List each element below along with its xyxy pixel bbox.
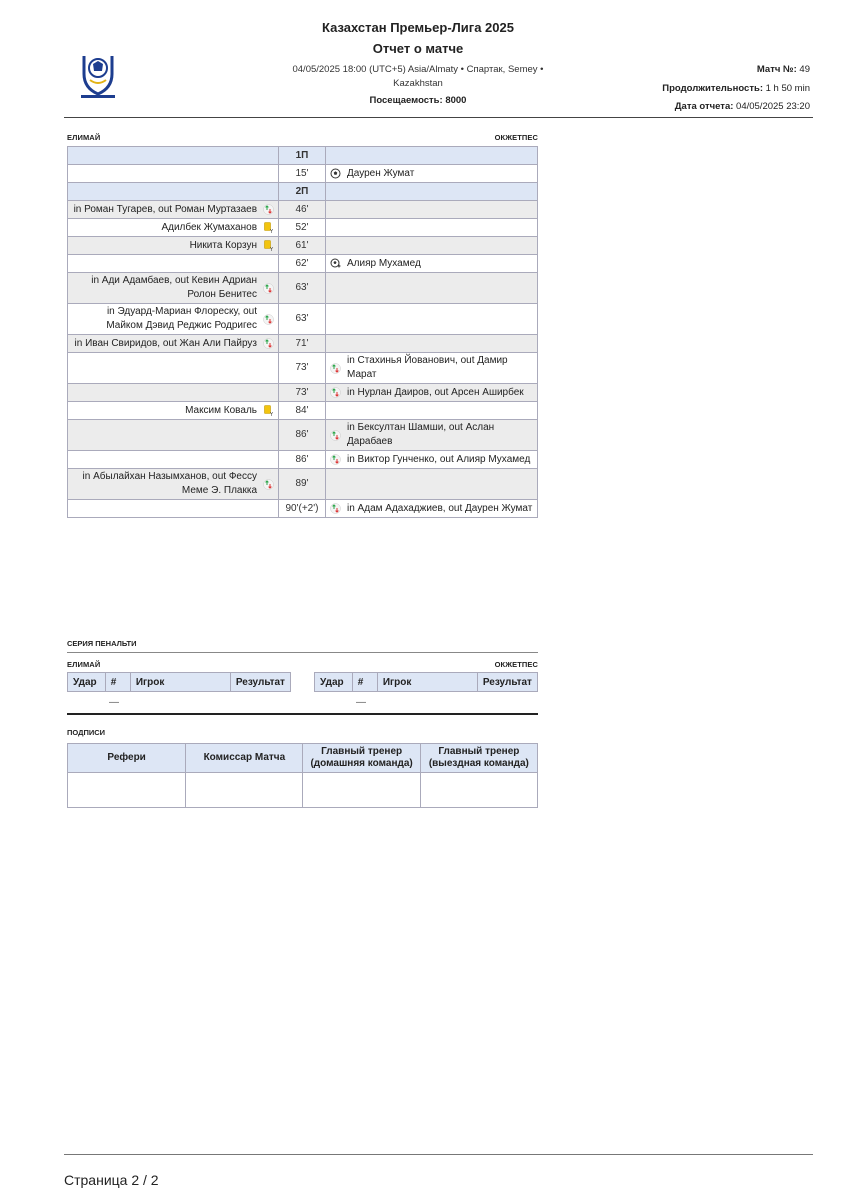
event-home-cell xyxy=(68,500,279,518)
signatures-title: ПОДПИСИ xyxy=(67,728,106,737)
penalties-away-table xyxy=(314,672,538,692)
event-home-cell xyxy=(68,353,279,384)
period-label: 1П xyxy=(279,147,326,165)
attendance-label: Посещаемость: xyxy=(369,95,443,106)
event-home-cell xyxy=(68,335,279,353)
substitution-icon xyxy=(263,479,274,490)
event-away-cell xyxy=(326,451,538,469)
event-row xyxy=(68,500,538,518)
event-home-cell xyxy=(68,255,279,273)
event-home-cell xyxy=(68,469,279,500)
col-commissioner: Комиссар Матча xyxy=(186,744,303,773)
event-home-cell xyxy=(68,402,279,420)
event-minute: 86' xyxy=(279,451,326,469)
event-minute: 63' xyxy=(279,304,326,335)
page-number: Страница 2 / 2 xyxy=(64,1172,159,1188)
report-date-label: Дата отчета: xyxy=(674,101,734,112)
col-referee: Рефери xyxy=(68,744,186,773)
event-description: Максим Коваль xyxy=(185,404,257,416)
yellow-card-icon xyxy=(263,222,274,233)
event-away-cell xyxy=(326,201,538,219)
event-minute: 90'(+2') xyxy=(279,500,326,518)
penalties-title: СЕРИЯ ПЕНАЛЬТИ xyxy=(67,639,137,648)
event-row xyxy=(68,335,538,353)
event-row xyxy=(68,237,538,255)
svg-text:Y: Y xyxy=(270,228,274,233)
col-kick: Удар xyxy=(315,673,353,692)
match-info-line-1: 04/05/2025 18:00 (UTC+5) Asia/Almaty • Спартак, Semey • xyxy=(292,64,544,75)
event-away-cell xyxy=(326,353,538,384)
event-away-cell xyxy=(326,384,538,402)
footer-divider xyxy=(64,1154,813,1155)
event-row xyxy=(68,402,538,420)
signatures-table xyxy=(67,743,538,808)
substitution-icon xyxy=(330,454,341,465)
match-number-label: Матч №: xyxy=(756,64,797,75)
event-minute: 46' xyxy=(279,201,326,219)
event-home-cell xyxy=(68,219,279,237)
event-away-cell xyxy=(326,273,538,304)
penalties-home-label: ЕЛИМАЙ xyxy=(67,660,101,669)
event-description: in Иван Свиридов, out Жан Али Пайруз xyxy=(74,337,257,349)
substitution-icon xyxy=(330,363,341,374)
col-away-coach: Главный тренер (выездная команда) xyxy=(420,744,537,773)
svg-text:Y: Y xyxy=(270,246,274,251)
event-home-cell xyxy=(68,451,279,469)
event-row xyxy=(68,273,538,304)
match-info xyxy=(268,63,568,91)
event-home-cell xyxy=(68,273,279,304)
event-description: in Ади Адамбаев, out Кевин Адриан Ролон Бенитес xyxy=(91,275,257,300)
col-number: # xyxy=(105,673,130,692)
goal-assist-icon xyxy=(330,258,341,269)
event-row xyxy=(68,384,538,402)
header-divider xyxy=(64,117,813,118)
match-number xyxy=(662,61,810,80)
attendance xyxy=(268,94,568,108)
home-coach-signature-cell xyxy=(303,773,420,808)
event-away-cell xyxy=(326,420,538,451)
event-home-cell xyxy=(68,384,279,402)
event-minute: 62' xyxy=(279,255,326,273)
duration-label: Продолжительность: xyxy=(662,82,763,94)
event-minute: 61' xyxy=(279,237,326,255)
league-logo xyxy=(76,52,120,100)
col-result: Результат xyxy=(230,673,290,692)
attendance-value: 8000 xyxy=(445,95,467,106)
event-row xyxy=(68,304,538,335)
event-description: Никита Корзун xyxy=(189,239,257,251)
home-team-label: ЕЛИМАЙ xyxy=(67,133,101,142)
event-row xyxy=(68,201,538,219)
event-description: in Стахинья Йованович, out Дамир Марат xyxy=(347,355,508,380)
table-header-row xyxy=(68,673,291,692)
event-away-cell xyxy=(326,237,538,255)
report-date xyxy=(662,98,810,117)
event-minute: 86' xyxy=(279,420,326,451)
col-home-coach: Главный тренер (домашняя команда) xyxy=(303,744,420,773)
event-away-cell xyxy=(326,469,538,500)
commissioner-signature-cell xyxy=(186,773,303,808)
match-meta xyxy=(662,61,810,117)
event-description: in Роман Тугарев, out Роман Муртазаев xyxy=(73,203,257,215)
yellow-card-icon xyxy=(263,405,274,416)
event-minute: 89' xyxy=(279,469,326,500)
substitution-icon xyxy=(263,314,274,325)
event-away-cell xyxy=(326,500,538,518)
event-description: in Адам Адахаджиев, out Даурен Жумат xyxy=(347,502,533,514)
event-minute: 73' xyxy=(279,384,326,402)
table-header-row xyxy=(315,673,538,692)
event-row xyxy=(68,255,538,273)
duration-value: 1 h 50 min xyxy=(765,82,810,94)
event-away-cell xyxy=(326,165,538,183)
event-minute: 73' xyxy=(279,353,326,384)
referee-signature-cell xyxy=(68,773,186,808)
substitution-icon xyxy=(330,503,341,514)
event-description: in Нурлан Даиров, out Арсен Аширбек xyxy=(347,386,524,398)
event-description: in Бексултан Шамши, out Аслан Дарабаев xyxy=(347,422,495,447)
substitution-icon xyxy=(263,338,274,349)
event-row xyxy=(68,451,538,469)
event-home-cell xyxy=(68,237,279,255)
event-home-cell xyxy=(68,165,279,183)
col-kick: Удар xyxy=(68,673,106,692)
event-description: Алияр Мухамед xyxy=(347,257,421,269)
event-away-cell xyxy=(326,304,538,335)
match-duration xyxy=(662,80,810,99)
events-body xyxy=(68,147,538,518)
report-date-value: 04/05/2025 23:20 xyxy=(736,101,810,112)
event-away-cell xyxy=(326,255,538,273)
yellow-card-icon xyxy=(263,240,274,251)
penalties-bottom-divider xyxy=(67,713,538,715)
penalties-away-empty: — xyxy=(356,697,366,708)
event-row xyxy=(68,219,538,237)
substitution-icon xyxy=(330,430,341,441)
col-player: Игрок xyxy=(377,673,477,692)
event-row xyxy=(68,165,538,183)
event-description: in Виктор Гунченко, out Алияр Мухамед xyxy=(347,453,531,465)
league-title: Казахстан Премьер-Лига 2025 xyxy=(322,20,514,35)
event-minute: 71' xyxy=(279,335,326,353)
event-away-cell xyxy=(326,219,538,237)
event-description: Даурен Жумат xyxy=(347,167,415,179)
goal-icon xyxy=(330,168,341,179)
event-minute: 52' xyxy=(279,219,326,237)
event-minute: 63' xyxy=(279,273,326,304)
col-number: # xyxy=(352,673,377,692)
match-number-value: 49 xyxy=(799,64,810,75)
report-subtitle: Отчет о матче xyxy=(372,41,464,56)
report-header xyxy=(268,20,568,108)
substitution-icon xyxy=(263,204,274,215)
event-away-cell xyxy=(326,335,538,353)
col-player: Игрок xyxy=(130,673,230,692)
event-home-cell xyxy=(68,201,279,219)
event-description: in Эдуард-Мариан Флореску, out Майком Дэвид Реджис Родригес xyxy=(106,306,257,331)
event-row xyxy=(68,353,538,384)
table-header-row xyxy=(68,744,538,773)
period-row-2 xyxy=(68,183,538,201)
event-description: in Абылайхан Назымханов, out Фессу Меме Э. Плакка xyxy=(82,471,257,496)
event-description: Адилбек Жумаханов xyxy=(161,221,257,233)
match-events-table xyxy=(67,146,538,518)
penalties-home-empty: — xyxy=(109,697,119,708)
penalties-away-label: ОКЖЕТПЕС xyxy=(494,660,538,669)
away-team-label: ОКЖЕТПЕС xyxy=(494,133,538,142)
substitution-icon xyxy=(263,283,274,294)
svg-text:Y: Y xyxy=(270,411,274,416)
col-result: Результат xyxy=(477,673,537,692)
match-info-line-2: Kazakhstan xyxy=(393,78,443,89)
substitution-icon xyxy=(330,387,341,398)
period-label: 2П xyxy=(279,183,326,201)
signature-row xyxy=(68,773,538,808)
event-home-cell xyxy=(68,420,279,451)
event-minute: 84' xyxy=(279,402,326,420)
event-away-cell xyxy=(326,402,538,420)
event-row xyxy=(68,420,538,451)
event-minute: 15' xyxy=(279,165,326,183)
penalties-divider xyxy=(67,652,538,653)
penalties-home-table xyxy=(67,672,291,692)
away-coach-signature-cell xyxy=(420,773,537,808)
event-row xyxy=(68,469,538,500)
event-home-cell xyxy=(68,304,279,335)
period-row-1 xyxy=(68,147,538,165)
